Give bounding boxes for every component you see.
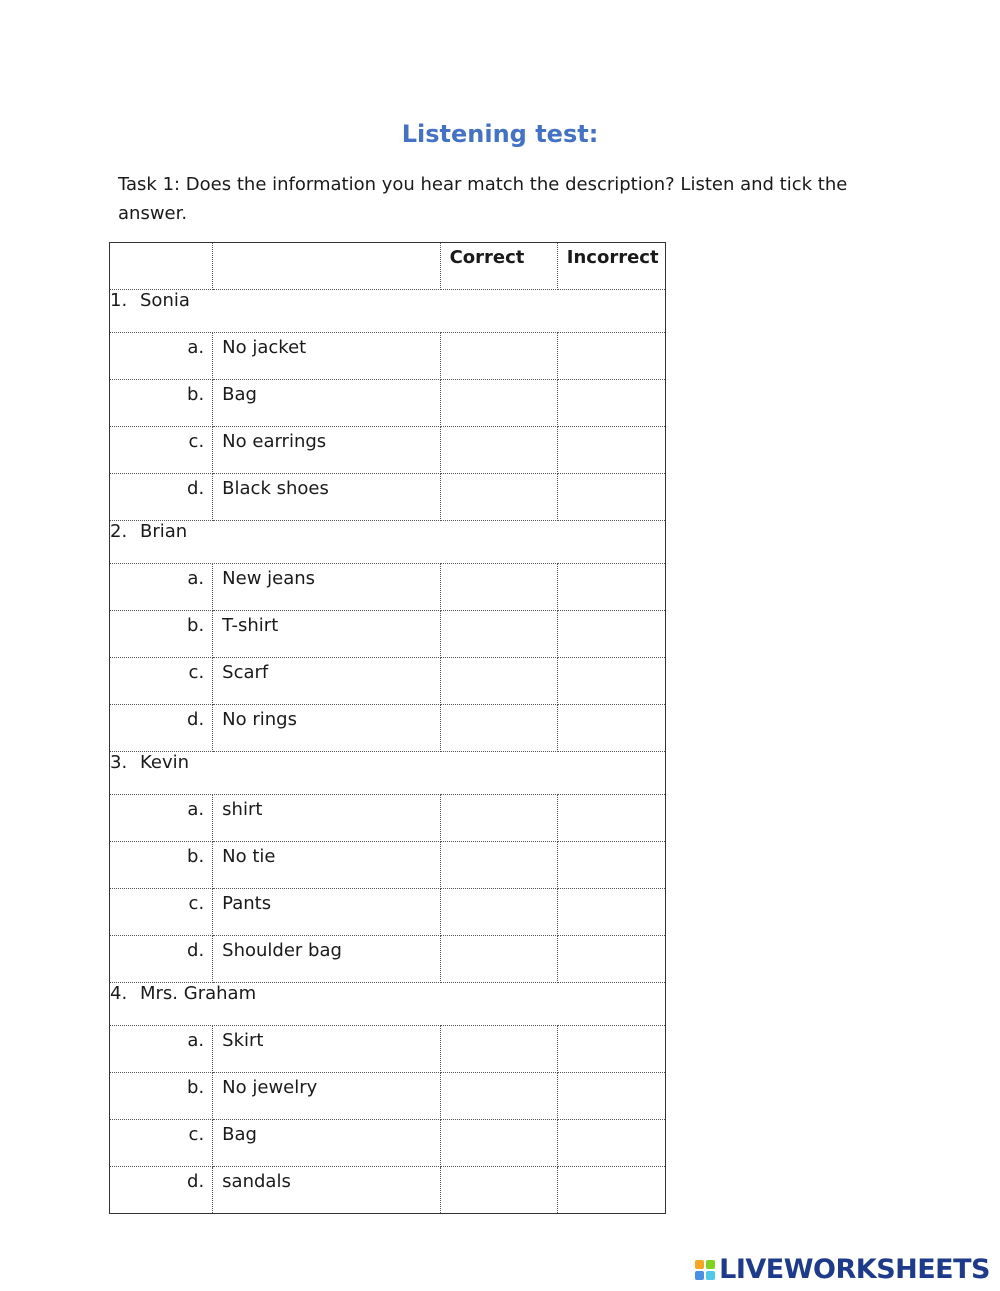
correct-answer-cell[interactable] [440,380,557,427]
correct-answer-cell[interactable] [440,1073,557,1120]
incorrect-answer-cell[interactable] [557,842,665,889]
item-description: No earrings [213,427,440,474]
correct-answer-cell[interactable] [440,333,557,380]
person-row [110,983,666,1026]
person-number: 3. [110,752,128,773]
person-name: Brian [140,521,188,542]
person-row [110,290,666,333]
table-row [110,333,666,380]
correct-answer-cell[interactable] [440,936,557,983]
item-letter: c. [110,1120,213,1167]
item-description: Scarf [213,658,440,705]
incorrect-answer-cell[interactable] [557,936,665,983]
person-name: Sonia [140,290,190,311]
incorrect-answer-cell[interactable] [557,705,665,752]
item-description: Pants [213,889,440,936]
person-number: 1. [110,290,128,311]
incorrect-answer-cell[interactable] [557,380,665,427]
incorrect-answer-cell[interactable] [557,1073,665,1120]
item-description: New jeans [213,564,440,611]
incorrect-answer-cell[interactable] [557,564,665,611]
incorrect-answer-cell[interactable] [557,658,665,705]
item-letter: b. [110,611,213,658]
person-name: Kevin [140,752,190,773]
correct-answer-cell[interactable] [440,1167,557,1214]
item-letter: d. [110,474,213,521]
item-letter: a. [110,795,213,842]
header-correct: Correct [440,243,557,290]
person-row [110,752,666,795]
correct-answer-cell[interactable] [440,1026,557,1073]
person-cell [110,290,666,333]
correct-answer-cell[interactable] [440,842,557,889]
item-letter: a. [110,1026,213,1073]
item-description: No jacket [213,333,440,380]
item-letter: d. [110,705,213,752]
table-row [110,427,666,474]
header-cell [110,243,213,290]
table-row [110,658,666,705]
item-description: T-shirt [213,611,440,658]
table-row [110,1073,666,1120]
table-row [110,1167,666,1214]
table-row [110,705,666,752]
incorrect-answer-cell[interactable] [557,474,665,521]
table-row [110,936,666,983]
correct-answer-cell[interactable] [440,474,557,521]
item-description: No tie [213,842,440,889]
incorrect-answer-cell[interactable] [557,795,665,842]
incorrect-answer-cell[interactable] [557,1120,665,1167]
header-cell [213,243,440,290]
incorrect-answer-cell[interactable] [557,333,665,380]
item-letter: b. [110,380,213,427]
answer-table [109,242,666,1214]
person-row [110,521,666,564]
header-incorrect: Incorrect [557,243,665,290]
item-description: Bag [213,1120,440,1167]
item-description: shirt [213,795,440,842]
correct-answer-cell[interactable] [440,705,557,752]
person-cell [110,752,666,795]
table-row [110,564,666,611]
item-description: No jewelry [213,1073,440,1120]
correct-answer-cell[interactable] [440,1120,557,1167]
table-row [110,474,666,521]
item-letter: b. [110,1073,213,1120]
item-description: Skirt [213,1026,440,1073]
item-letter: a. [110,333,213,380]
correct-answer-cell[interactable] [440,611,557,658]
item-description: Black shoes [213,474,440,521]
correct-answer-cell[interactable] [440,564,557,611]
incorrect-answer-cell[interactable] [557,1026,665,1073]
person-name: Mrs. Graham [140,983,257,1004]
item-letter: a. [110,564,213,611]
worksheet-title: Listening test: [401,120,599,148]
liveworksheets-logo [695,1254,990,1285]
correct-answer-cell[interactable] [440,889,557,936]
table-row [110,842,666,889]
item-description: sandals [213,1167,440,1214]
table-header-row [110,243,666,290]
item-letter: c. [110,427,213,474]
table-row [110,889,666,936]
item-description: No rings [213,705,440,752]
person-cell [110,521,666,564]
person-cell [110,983,666,1026]
incorrect-answer-cell[interactable] [557,611,665,658]
incorrect-answer-cell[interactable] [557,427,665,474]
table-row [110,1026,666,1073]
correct-answer-cell[interactable] [440,795,557,842]
incorrect-answer-cell[interactable] [557,1167,665,1214]
item-letter: c. [110,889,213,936]
table-row [110,1120,666,1167]
item-description: Shoulder bag [213,936,440,983]
correct-answer-cell[interactable] [440,427,557,474]
incorrect-answer-cell[interactable] [557,889,665,936]
logo-text: LIVEWORKSHEETS [719,1254,990,1285]
item-letter: c. [110,658,213,705]
person-number: 4. [110,983,128,1004]
item-description: Bag [213,380,440,427]
correct-answer-cell[interactable] [440,658,557,705]
table-row [110,611,666,658]
task-instructions: Task 1: Does the information you hear match the description? Listen and tick the answer. [118,174,848,224]
item-letter: d. [110,936,213,983]
table-row [110,380,666,427]
person-number: 2. [110,521,128,542]
table-row [110,795,666,842]
item-letter: b. [110,842,213,889]
logo-mark-icon [695,1260,715,1280]
item-letter: d. [110,1167,213,1214]
